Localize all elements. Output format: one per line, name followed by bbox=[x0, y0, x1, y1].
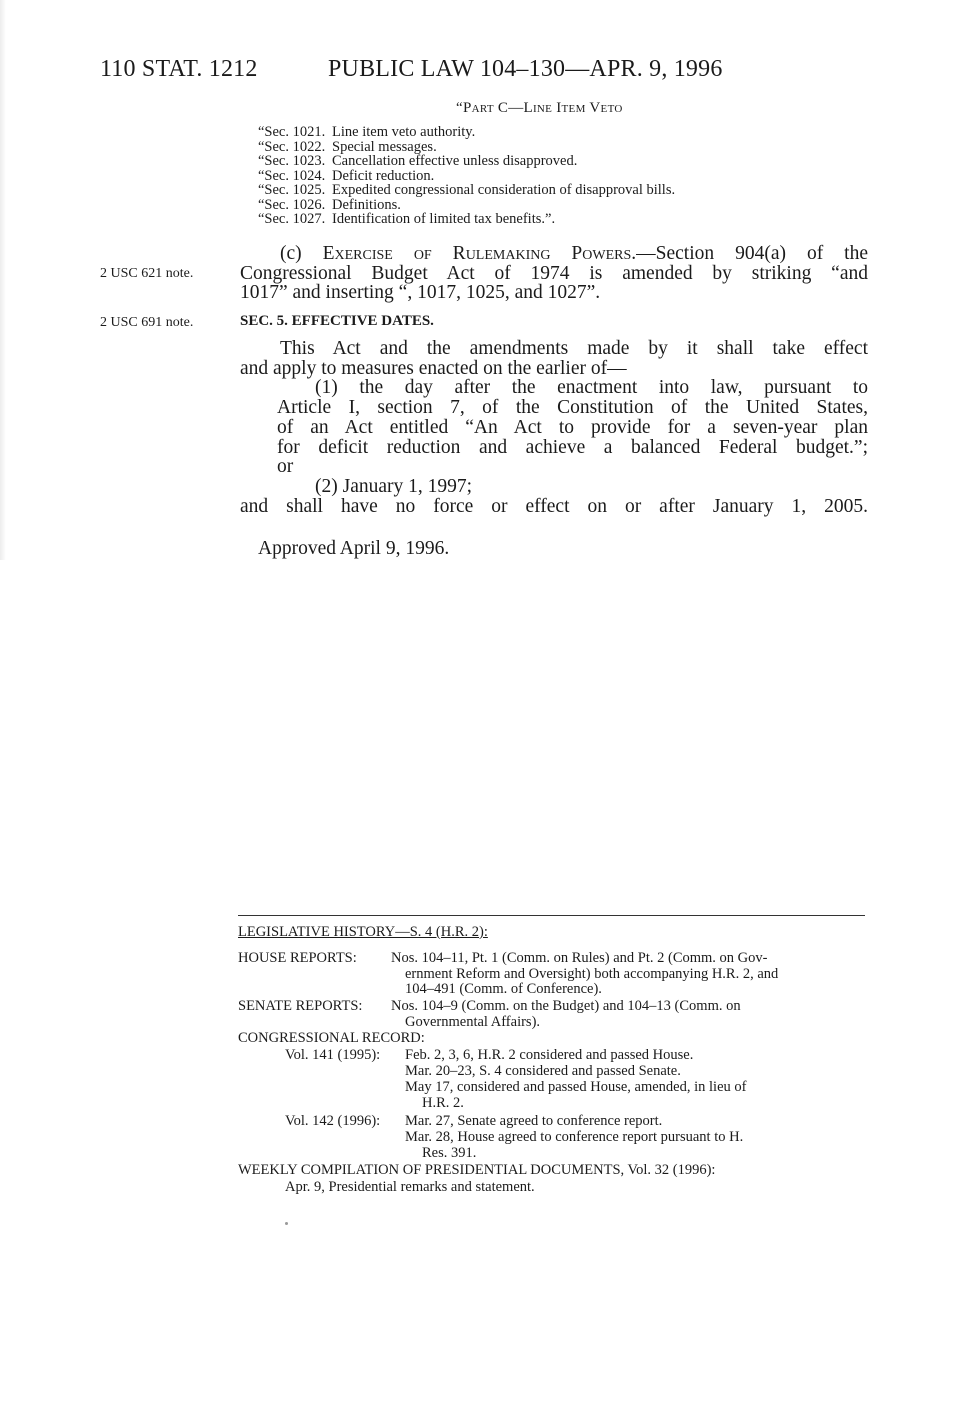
toc-section-title: Identification of limited tax benefits.”. bbox=[332, 211, 556, 227]
congressional-record-label: CONGRESSIONAL RECORD: bbox=[238, 1030, 425, 1046]
item-1-line-3: of an Act entitled “An Act to provide for a seven-year plan bbox=[277, 416, 868, 438]
house-reports-label: HOUSE REPORTS: bbox=[238, 950, 357, 966]
subsection-c bbox=[240, 244, 868, 303]
item-1-line-4: for deficit reduction and achieve a balanced Federal budget.”; bbox=[277, 436, 868, 458]
weekly-compilation: WEEKLY COMPILATION OF PRESIDENTIAL DOCUMENTS, Vol. 32 (1996): bbox=[238, 1162, 716, 1178]
item-1-line-1: (1) the day after the enactment into law, pursuant to bbox=[315, 377, 868, 399]
part-heading: “Part C—Line Item Veto bbox=[456, 100, 623, 116]
senate-reports-line-1: Nos. 104–9 (Comm. on the Budget) and 104–13 (Comm. on bbox=[391, 998, 741, 1014]
item-1-line-5: or bbox=[277, 456, 294, 478]
table-of-contents bbox=[258, 125, 675, 227]
toc-section-title: Deficit reduction. bbox=[332, 167, 435, 184]
footer-divider bbox=[238, 915, 865, 916]
section-5-heading: SEC. 5. EFFECTIVE DATES. bbox=[240, 313, 434, 329]
law-title: PUBLIC LAW 104–130—APR. 9, 1996 bbox=[328, 56, 723, 82]
toc-section-title: Line item veto authority. bbox=[332, 124, 476, 140]
section-5-intro-line-2: and apply to measures enacted on the earlier of— bbox=[240, 357, 627, 379]
vol-141-label: Vol. 141 (1995): bbox=[285, 1047, 381, 1063]
scan-speck bbox=[285, 1222, 288, 1225]
section-5-intro-line-1: This Act and the amendments made by it shall take effect bbox=[280, 338, 868, 359]
vol-141-entry-3-line-2: H.R. 2. bbox=[422, 1094, 464, 1111]
toc-section-title: Cancellation effective unless disapproved. bbox=[332, 153, 578, 169]
vol-141-entry-3-line-1: May 17, considered and passed House, amended, in lieu of bbox=[405, 1079, 747, 1095]
toc-section-number: “Sec. 1026. bbox=[258, 196, 326, 213]
toc-section-number: “Sec. 1022. bbox=[258, 138, 326, 155]
toc-item bbox=[258, 154, 675, 169]
subsection-c-text: .—Section 904(a) of the bbox=[631, 243, 868, 264]
vol-142-entry-2-line-2: Res. 391. bbox=[422, 1144, 477, 1161]
item-1-line-2: Article I, section 7, of the Constitution of the United States, bbox=[277, 397, 868, 419]
toc-section-number: “Sec. 1021. bbox=[258, 124, 326, 140]
toc-section-title: Expedited congressional consideration of disapproval bills. bbox=[332, 182, 676, 198]
weekly-compilation-entry: Apr. 9, Presidential remarks and statement. bbox=[285, 1179, 535, 1195]
toc-section-number: “Sec. 1027. bbox=[258, 211, 326, 227]
senate-reports-line-2: Governmental Affairs). bbox=[405, 1013, 541, 1030]
margin-note-usc-621: 2 USC 621 note. bbox=[100, 266, 194, 281]
subsection-c-heading: Exercise of Rulemaking Powers bbox=[322, 243, 632, 264]
margin-note-usc-691: 2 USC 691 note. bbox=[100, 315, 194, 330]
subsection-c-label: (c) bbox=[280, 243, 323, 264]
toc-item bbox=[258, 183, 675, 198]
vol-141-entry-1: Feb. 2, 3, 6, H.R. 2 considered and passed House. bbox=[405, 1047, 694, 1063]
vol-142-entry-2-line-1: Mar. 28, House agreed to conference report pursuant to H. bbox=[405, 1129, 744, 1145]
legislative-history-title: LEGISLATIVE HISTORY—S. 4 (H.R. 2): bbox=[238, 924, 488, 940]
vol-141-entry-2: Mar. 20–23, S. 4 considered and passed Senate. bbox=[405, 1063, 681, 1079]
senate-reports-label: SENATE REPORTS: bbox=[238, 998, 363, 1014]
toc-item bbox=[258, 140, 675, 155]
vol-142-label: Vol. 142 (1996): bbox=[285, 1113, 381, 1129]
house-reports-line-1: Nos. 104–11, Pt. 1 (Comm. on Rules) and Pt. 2 (Comm. on Gov- bbox=[391, 950, 768, 966]
subsection-c-line-2: Congressional Budget Act of 1974 is amended by striking “and bbox=[240, 262, 868, 284]
item-2: (2) January 1, 1997; bbox=[315, 475, 473, 497]
toc-item bbox=[258, 212, 675, 227]
toc-section-title: Definitions. bbox=[332, 196, 401, 213]
toc-section-title: Special messages. bbox=[332, 138, 437, 155]
toc-section-number: “Sec. 1024. bbox=[258, 167, 326, 184]
section-5-closing: and shall have no force or effect on or after January 1, 2005. bbox=[240, 495, 868, 517]
toc-item bbox=[258, 169, 675, 184]
toc-section-number: “Sec. 1025. bbox=[258, 182, 326, 198]
house-reports-line-3: 104–491 (Comm. of Conference). bbox=[405, 981, 602, 998]
vol-142-entry-1: Mar. 27, Senate agreed to conference report. bbox=[405, 1113, 663, 1129]
toc-section-number: “Sec. 1023. bbox=[258, 153, 326, 169]
approval-date: Approved April 9, 1996. bbox=[258, 538, 450, 559]
subsection-c-line-1 bbox=[240, 244, 868, 264]
subsection-c-line-3: 1017” and inserting “, 1017, 1025, and 1027”. bbox=[240, 282, 601, 304]
house-reports-line-2: ernment Reform and Oversight) both accompanying H.R. 2, and bbox=[405, 965, 779, 982]
scan-edge-shadow bbox=[0, 0, 6, 560]
section-5-body bbox=[240, 339, 868, 516]
toc-item bbox=[258, 198, 675, 213]
toc-item bbox=[258, 125, 675, 140]
stat-page-number: 110 STAT. 1212 bbox=[100, 56, 258, 82]
